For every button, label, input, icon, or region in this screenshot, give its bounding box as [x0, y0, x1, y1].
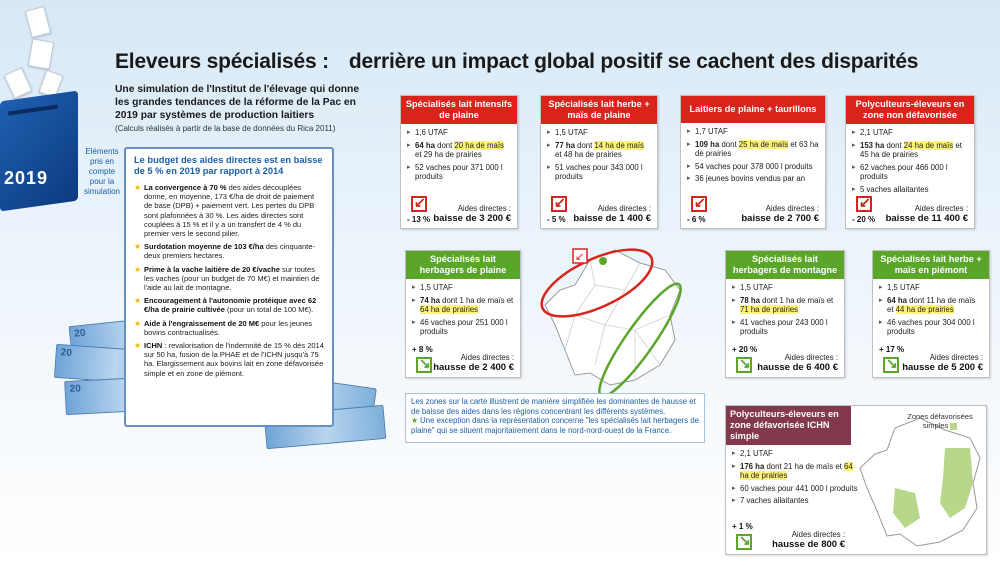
card-line: ▸ 7 vaches allaitantes — [732, 496, 860, 506]
card-line: ▸ 2,1 UTAF — [732, 449, 860, 459]
budget-box — [124, 147, 334, 427]
delta-indicator: ↙ - 13 % — [405, 196, 435, 224]
aids-label: Aides directes : — [929, 353, 983, 362]
card-line: ▸ 52 vaches pour 371 000 l produits — [407, 163, 511, 182]
card-line: ▸ 64 ha dont 11 ha de maïs et 44 ha de prairies — [879, 296, 983, 315]
card-line: ▸ 1,5 UTAF — [732, 283, 838, 293]
card-title: Spécialisés lait herbe + maïs de plaine — [541, 96, 657, 124]
aids-value: baisse de 1 400 € — [573, 213, 651, 224]
card-line: ▸ 2,1 UTAF — [852, 128, 968, 138]
delta-indicator: ↙ - 20 % — [850, 196, 880, 224]
legend-swatch — [950, 423, 957, 430]
delta-indicator: + 20 % ↘ — [730, 345, 760, 373]
down-arrow-icon — [551, 196, 567, 212]
euro-bill: 20 — [64, 375, 186, 415]
budget-item: ★ Encouragement à l'autonomie protéique avec 62 €/ha de prairie cultivée (pour un total de 100 M€). — [134, 296, 324, 314]
card-line: ▸ 153 ha dont 24 ha de maïs et 45 ha de prairies — [852, 141, 968, 160]
aids-value: hausse de 800 € — [772, 539, 845, 550]
aids-label: Aides directes : — [460, 353, 514, 362]
aids-label: Aides directes : — [765, 204, 819, 213]
card-line: ▸ 1,7 UTAF — [687, 127, 819, 137]
card-line: ▸ 64 ha dont 20 ha de maïs et 29 ha de prairies — [407, 141, 511, 160]
ballot-paper — [25, 6, 52, 38]
card-line: ▸ 5 vaches allaitantes — [852, 185, 968, 195]
budget-title: Le budget des aides directes est en baisse de 5 % en 2019 par rapport à 2014 — [134, 155, 323, 176]
card-title: Laitiers de plaine + taurillons — [681, 96, 825, 123]
card-lait-intensifs-plaine — [400, 95, 518, 229]
card-line: ▸ 36 jeunes bovins vendus par an — [687, 174, 819, 184]
star-marker-icon — [599, 257, 607, 265]
aids-value: baisse de 2 700 € — [741, 213, 819, 224]
card-title: Spécialisés lait intensifs de plaine — [401, 96, 517, 124]
card-line: ▸ 74 ha dont 1 ha de maïs et 64 ha de prairies — [412, 296, 514, 315]
aids-label: Aides directes : — [791, 530, 845, 539]
france-map — [535, 245, 695, 395]
down-arrow-icon — [411, 196, 427, 212]
card-line: ▸ 51 vaches pour 343 000 l produits — [547, 163, 651, 182]
card-line: ▸ 54 vaches pour 378 000 l produits — [687, 162, 819, 172]
card-title: Spécialisés lait herbe + maïs en piémont — [873, 251, 989, 279]
delta-indicator: ↙ - 6 % — [685, 196, 715, 224]
simulation-side-label: Eléments pris en compte pour la simulation — [83, 147, 120, 196]
budget-item: ★ Prime à la vache laitière de 20 €/vache sur toutes les vaches (pour un budget de 70 M€) et maintien de l'aide au lait de montagne. — [134, 265, 324, 293]
source-note: (Calculs réalisés à partir de la base de données du Rica 2011) — [115, 124, 336, 133]
card-line: ▸ 78 ha dont 1 ha de maïs et 71 ha de prairies — [732, 296, 838, 315]
card-title: Spécialisés lait herbagers de montagne — [726, 251, 844, 279]
map-caption-line: Les zones sur la carte illustrent de manière simplifiée les dominantes de hausse et de baisse des aides dans les régions concentrant les différents systèmes. — [411, 397, 696, 416]
card-polyculteurs-non-defavorisee — [845, 95, 975, 229]
card-line: ▸ 62 vaches pour 466 000 l produits — [852, 163, 968, 182]
aids-value: hausse de 5 200 € — [902, 362, 983, 373]
map-caption — [405, 393, 705, 443]
euro-bill: 20 — [69, 314, 192, 360]
delta-indicator: + 1 % ↘ — [730, 522, 760, 550]
card-line: ▸ 1,5 UTAF — [547, 128, 651, 138]
card-herbagers-montagne — [725, 250, 845, 378]
card-line: ▸ 77 ha dont 14 ha de maïs et 48 ha de prairies — [547, 141, 651, 160]
budget-item: ★ La convergence à 70 % des aides découplées donne, en moyenne, 173 €/ha de droit de paiement de base (DPB) + paiement vert. Les pertes du DPB sont plafonnées à 30 %. Les aides directes sont couplées à 15 % et il y a un transfert de 4 % du premier vers le second pilier. — [134, 183, 324, 238]
card-line: ▸ 1,6 UTAF — [407, 128, 511, 138]
card-line: ▸ 109 ha dont 25 ha de maïs et 63 ha de prairies — [687, 140, 819, 159]
card-herbe-mais-piemont — [872, 250, 990, 378]
card-line: ▸ 46 vaches pour 251 000 l produits — [412, 318, 514, 337]
up-arrow-icon — [736, 534, 752, 550]
page-subtitle: Une simulation de l'Institut de l'élevage qui donne les grandes tendances de la réforme de la Pac en 2019 par systèmes de production laitiers — [115, 84, 360, 121]
card-line: ▸ 1,5 UTAF — [412, 283, 514, 293]
card-title: Polyculteurs-éleveurs en zone défavorisée ICHN simple — [726, 406, 851, 445]
card-laitiers-taurillons — [680, 95, 826, 229]
down-arrow-glyph: ↙ — [575, 250, 585, 263]
budget-item: ★ Surdotation moyenne de 103 €/ha des cinquante-deux premiers hectares. — [134, 242, 324, 260]
aids-value: baisse de 11 400 € — [885, 213, 968, 224]
title-right: derrière un impact global positif se cachent des disparités — [348, 50, 919, 73]
card-lait-herbe-mais-plaine — [540, 95, 658, 229]
card-line: ▸ 46 vaches pour 304 000 l produits — [879, 318, 983, 337]
card-line: ▸ 60 vaches pour 441 000 l produits — [732, 484, 860, 494]
aids-value: hausse de 6 400 € — [757, 362, 838, 373]
ballot-paper — [3, 67, 32, 99]
delta-indicator: ↙ - 5 % — [545, 196, 575, 224]
aids-value: hausse de 2 400 € — [433, 362, 514, 373]
up-arrow-icon — [736, 357, 752, 373]
aids-label: Aides directes : — [597, 204, 651, 213]
down-arrow-icon — [856, 196, 872, 212]
up-arrow-icon — [416, 357, 432, 373]
aids-label: Aides directes : — [457, 204, 511, 213]
star-icon: ★ — [411, 416, 421, 425]
ballot-paper — [28, 38, 55, 69]
up-arrow-icon — [883, 357, 899, 373]
budget-item: ★ Aide à l'engraissement de 20 M€ pour les jeunes bovins contractualisés. — [134, 319, 324, 337]
budget-item: ★ ICHN : revalorisation de l'indemnité de 15 % dès 2014 sur 50 ha, fusion de la PHAE et de l'ICHN jusqu'à 75 ha. Elargissement aux bovins lait en zone défavorisée simple et en zone de piémont. — [134, 341, 324, 378]
map-caption-line: ★ Une exception dans la représentation concerne "les spécialisés lait herbagers de plaine" qui se situent majoritairement dans le nord-nord-ouest de la France. — [411, 416, 700, 435]
card-title: Spécialisés lait herbagers de plaine — [406, 251, 520, 279]
card-line: ▸ 41 vaches pour 243 000 l produits — [732, 318, 838, 337]
down-arrow-icon — [691, 196, 707, 212]
card-herbagers-plaine — [405, 250, 521, 378]
delta-indicator: + 17 % ↘ — [877, 345, 907, 373]
zones-legend: Zones défavorisées simples — [907, 412, 973, 430]
aids-label: Aides directes : — [914, 204, 968, 213]
delta-indicator: + 8 % ↘ — [410, 345, 440, 373]
page-title — [115, 50, 918, 74]
aids-label: Aides directes : — [784, 353, 838, 362]
ballot-year: 2019 — [4, 168, 49, 188]
euro-bill: 20 — [54, 344, 176, 386]
card-title: Polyculteurs-éleveurs en zone non défavorisée — [846, 96, 974, 124]
title-left: Eleveurs spécialisés : — [115, 50, 329, 73]
card-line: ▸ 176 ha dont 21 ha de maïs et 64 ha de prairies — [732, 462, 860, 481]
card-line: ▸ 1,5 UTAF — [879, 283, 983, 293]
aids-value: baisse de 3 200 € — [433, 213, 511, 224]
